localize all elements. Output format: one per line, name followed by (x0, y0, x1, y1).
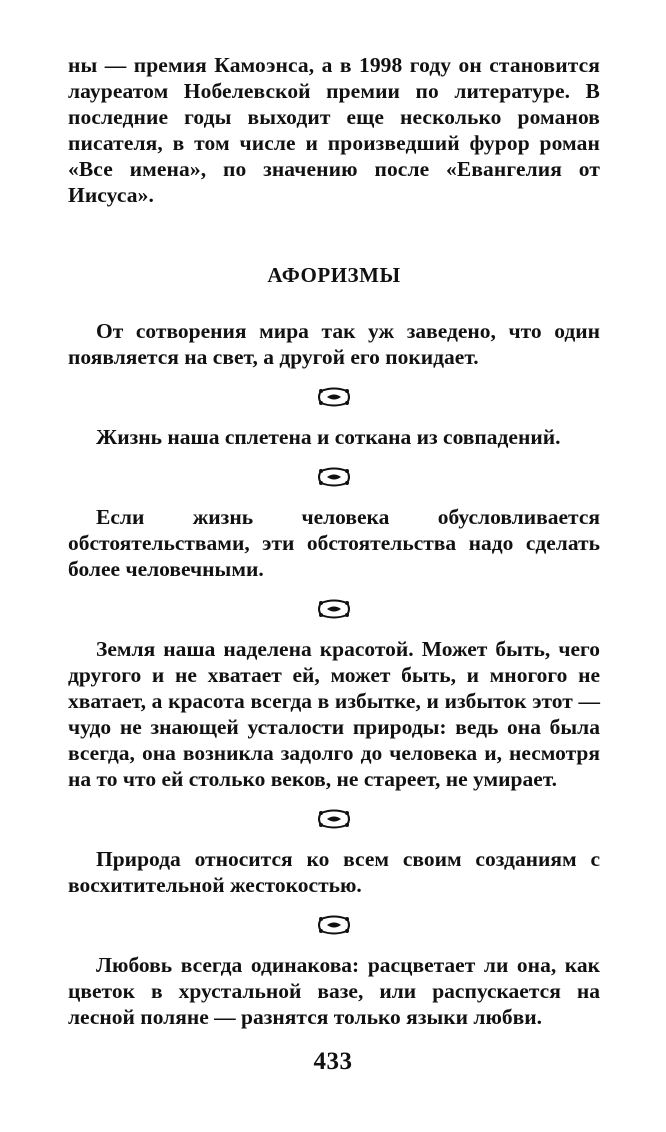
page-number: 433 (313, 1048, 353, 1075)
section-heading: АФОРИЗМЫ (267, 263, 401, 287)
aphorism-4: Земля наша наделена красотой. Может быть, чего другого и не хватает ей, может быть, и многого не хватает, а красота всегда в избытке, и избыток этот — чудо не знающей усталости природы: ведь она была всегда, она возникла задолго до человека и, несмотря на то что ей столько веков, не стареет, не умирает. (68, 637, 600, 791)
floral-divider-icon (68, 898, 600, 952)
floral-divider-icon (68, 450, 600, 504)
aphorism-3: Если жизнь человека обусловливается обстоятельствами, эти обстоятельства надо сделать более человечными. (68, 505, 600, 581)
aphorism-1: От сотворения мира так уж заведено, что один появляется на свет, а другой его покидает. (68, 319, 600, 369)
book-page (68, 52, 600, 1030)
intro-paragraph: ны — премия Камоэнса, а в 1998 году он становится лауреатом Нобелевской премии по литературе. В последние годы выходит еще несколько романов писателя, в том числе и произведший фурор роман «Все имена», по значению после «Евангелия от Иисуса». (68, 53, 600, 207)
intro-section (68, 52, 600, 208)
aphorism-list (68, 318, 600, 1030)
floral-divider-icon (68, 582, 600, 636)
floral-divider-icon (68, 792, 600, 846)
floral-divider-icon (68, 370, 600, 424)
aphorism-2: Жизнь наша сплетена и соткана из совпадений. (96, 425, 561, 449)
aphorism-5: Природа относится ко всем своим созданиям с восхитительной жестокостью. (68, 847, 600, 897)
aphorism-6: Любовь всегда одинакова: расцветает ли она, как цветок в хрустальной вазе, или распускается на лесной поляне — разнятся только языки любви. (68, 953, 600, 1029)
